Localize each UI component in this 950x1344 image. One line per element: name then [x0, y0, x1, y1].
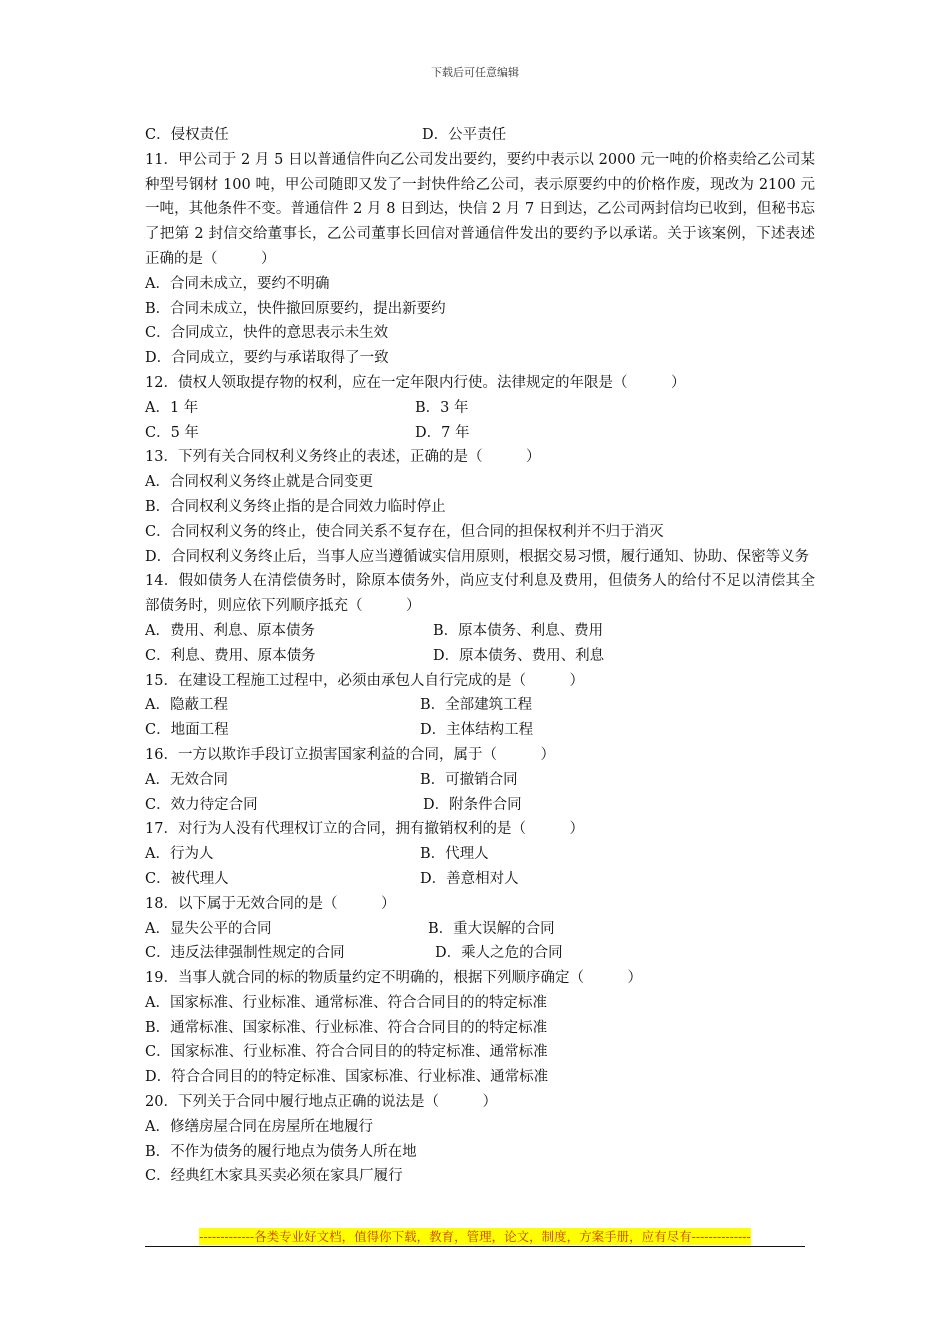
- option-row: [145, 396, 815, 421]
- page-footer: [145, 1226, 805, 1247]
- option-c: C．利息、费用、原本债务: [145, 647, 316, 664]
- option-a: A．1 年: [145, 399, 199, 416]
- option-d: D．合同成立，要约与承诺取得了一致: [145, 350, 389, 367]
- option-b: B．原本债务、利息、费用: [433, 622, 604, 639]
- option-a: A．国家标准、行业标准、通常标准、符合合同目的的特定标准: [145, 994, 547, 1011]
- option-row: [145, 619, 815, 644]
- option-a: A．修缮房屋合同在房屋所在地履行: [145, 1118, 373, 1135]
- option-b: B．可撤销合同: [420, 771, 518, 788]
- question-13-stem: 13．下列有关合同权利义务终止的表述，正确的是（ ）: [145, 449, 541, 466]
- option-row: [145, 768, 815, 793]
- option-d: D．公平责任: [422, 127, 507, 143]
- option-row: [145, 718, 815, 743]
- option-d: D．原本债务、费用、利息: [433, 647, 605, 664]
- option-a: A．隐蔽工程: [145, 697, 228, 714]
- option-row: [145, 842, 815, 867]
- option-b: B．合同权利义务终止指的是合同效力临时停止: [145, 498, 446, 515]
- option-a: A．显失公平的合同: [145, 920, 272, 937]
- option-a: A．无效合同: [145, 771, 228, 788]
- option-row: [145, 793, 815, 818]
- question-14-stem: 14．假如债务人在清偿债务时，除原本债务外，尚应支付利息及费用，但债务人的给付不足以清偿其全部债务时，则应依下列顺序抵充（ ）: [145, 573, 815, 615]
- option-d: D．乘人之危的合同: [435, 945, 563, 962]
- option-c: C．国家标准、行业标准、符合合同目的的特定标准、通常标准: [145, 1044, 548, 1061]
- question-20-stem: 20．下列关于合同中履行地点正确的说法是（ ）: [145, 1094, 497, 1111]
- option-b: B．重大误解的合同: [428, 920, 555, 937]
- option-c: C．合同成立，快件的意思表示未生效: [145, 325, 389, 342]
- option-b: B．3 年: [415, 399, 469, 416]
- option-c: C．违反法律强制性规定的合同: [145, 945, 345, 962]
- option-row: [145, 917, 815, 942]
- question-11-stem: 11．甲公司于 2 月 5 日以普通信件向乙公司发出要约，要约中表示以 2000 元一吨的价格卖给乙公司某种型号钢材 100 吨，甲公司随即又发了一封快件给乙公司，表示原要约中的价格作废，现改为 2100 元一吨，其他条件不变。普通信件 2 月 8 日到达，快信 2 月 7 日到达，乙公司两封信均已收到，但秘书忘了把第 2 封信交给董事长，乙公司董事长回信对普通信件发出的要约予以承诺。关于该案例，下述表述正确的是（ ）: [145, 151, 815, 267]
- option-d: D．合同权利义务终止后，当事人应当遵循诚实信用原则，根据交易习惯，履行通知、协助、保密等义务: [145, 548, 810, 565]
- question-18-stem: 18．以下属于无效合同的是（ ）: [145, 895, 396, 912]
- footer-banner: -------------各类专业好文档，值得你下载，教育，管理，论文，制度，方案手册，应有尽有--------------: [199, 1229, 751, 1244]
- option-c: C．地面工程: [145, 722, 229, 739]
- option-d: D．7 年: [415, 424, 470, 441]
- option-c: C．5 年: [145, 424, 199, 441]
- question-15-stem: 15．在建设工程施工过程中，必须由承包人自行完成的是（ ）: [145, 672, 584, 689]
- option-b: B．全部建筑工程: [420, 697, 533, 714]
- option-b: B．代理人: [420, 846, 489, 863]
- option-d: D．符合合同目的的特定标准、国家标准、行业标准、通常标准: [145, 1069, 549, 1086]
- option-d: D．主体结构工程: [420, 722, 534, 739]
- document-body: [145, 123, 815, 1189]
- option-b: B．不作为债务的履行地点为债务人所在地: [145, 1143, 417, 1160]
- option-a: A．费用、利息、原本债务: [145, 622, 315, 639]
- option-row: [145, 644, 815, 669]
- option-d: D．善意相对人: [420, 870, 519, 887]
- question-12-stem: 12．债权人领取提存物的权利，应在一定年限内行使。法律规定的年限是（ ）: [145, 374, 686, 391]
- option-a: A．行为人: [145, 846, 214, 863]
- option-row: [145, 867, 815, 892]
- page-header: 下载后可任意编辑: [431, 66, 519, 79]
- option-c: C．效力待定合同: [145, 796, 258, 813]
- option-row: [145, 123, 815, 148]
- option-d: D．附条件合同: [423, 796, 522, 813]
- question-17-stem: 17．对行为人没有代理权订立的合同，拥有撤销权利的是（ ）: [145, 821, 584, 838]
- option-row: [145, 693, 815, 718]
- option-row: [145, 941, 815, 966]
- option-c: C．侵权责任: [145, 127, 229, 143]
- option-c: C．经典红木家具买卖必须在家具厂履行: [145, 1168, 403, 1185]
- option-c: C．被代理人: [145, 870, 229, 887]
- option-a: A．合同未成立，要约不明确: [145, 275, 330, 292]
- option-b: B．合同未成立，快件撤回原要约，提出新要约: [145, 300, 446, 317]
- option-b: B．通常标准、国家标准、行业标准、符合合同目的的特定标准: [145, 1019, 548, 1036]
- option-row: [145, 421, 815, 446]
- option-c: C．合同权利义务的终止，使合同关系不复存在，但合同的担保权利并不归于消灭: [145, 523, 664, 540]
- question-16-stem: 16．一方以欺诈手段订立损害国家利益的合同，属于（ ）: [145, 746, 555, 763]
- option-a: A．合同权利义务终止就是合同变更: [145, 474, 373, 491]
- question-19-stem: 19．当事人就合同的标的物质量约定不明确的，根据下列顺序确定（ ）: [145, 970, 642, 987]
